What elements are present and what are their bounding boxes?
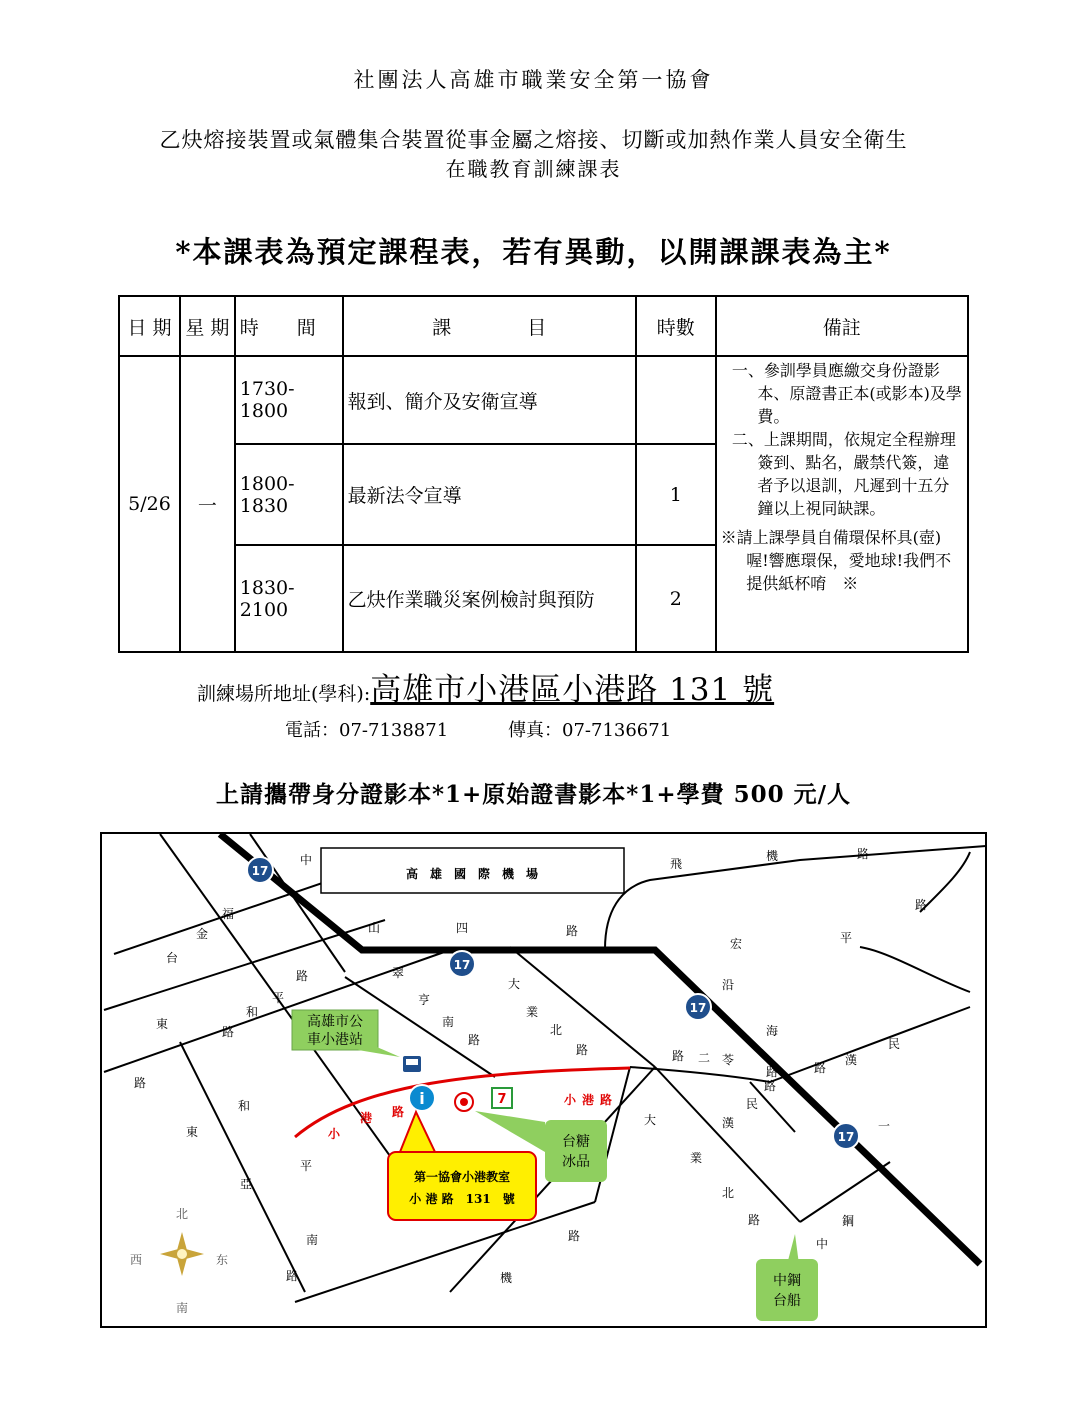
fax-number: 傳真：07-7136671 <box>508 720 672 741</box>
svg-text:台: 台 <box>166 951 179 965</box>
header-hours: 時數 <box>636 296 716 356</box>
remark-2: 二、上課期間，依規定全程辦理簽到、點名，嚴禁代簽，違者予以退訓，凡遲到十五分鐘以上視同缺課。 <box>731 430 956 518</box>
hours-cell <box>636 356 716 444</box>
svg-text:路: 路 <box>392 1105 405 1119</box>
svg-text:山: 山 <box>368 921 381 935</box>
svg-text:东: 东 <box>215 1253 229 1267</box>
svg-text:北: 北 <box>550 1023 563 1037</box>
svg-text:小: 小 <box>328 1127 341 1141</box>
svg-text:路: 路 <box>766 1065 779 1079</box>
svg-text:福: 福 <box>222 907 235 921</box>
subject-cell: 報到、簡介及安衛宣導 <box>343 356 636 444</box>
svg-text:大: 大 <box>644 1113 657 1127</box>
svg-text:路: 路 <box>134 1076 147 1090</box>
address-label: 訓練場所地址(學科): <box>197 683 371 705</box>
svg-text:17: 17 <box>689 1001 707 1015</box>
svg-text:二: 二 <box>698 1051 711 1065</box>
bus-icon <box>403 1056 421 1072</box>
svg-text:路: 路 <box>857 847 870 861</box>
svg-text:路: 路 <box>814 1061 827 1075</box>
svg-text:路: 路 <box>468 1033 481 1047</box>
weekday-cell: 一 <box>180 356 235 652</box>
table-header-row <box>119 296 968 356</box>
svg-text:17: 17 <box>453 958 471 972</box>
svg-text:西: 西 <box>129 1253 143 1267</box>
svg-text:南: 南 <box>442 1015 455 1029</box>
time-cell: 1830-2100 <box>235 545 343 652</box>
schedule-notice: *本課表為預定課程表，若有異動，以開課課表為主* <box>175 235 892 269</box>
svg-text:四: 四 <box>456 921 469 935</box>
header-weekday: 星 期 <box>180 296 235 356</box>
svg-text:北: 北 <box>722 1186 735 1200</box>
svg-text:沿: 沿 <box>722 978 735 992</box>
subject-cell: 最新法令宣導 <box>343 444 636 545</box>
route-17-shield <box>685 994 711 1020</box>
remark-3: ※請上課學員自備環保杯具(壺) 喔!響應環保，愛地球!我們不提供紙杯唷 ※ <box>720 528 958 593</box>
header-remark: 備註 <box>716 296 968 356</box>
remark-1: 一、參訓學員應繳交身份證影本、原證書正本(或影本)及學費。 <box>731 361 962 426</box>
svg-text:機: 機 <box>766 849 779 863</box>
bring-items-note: 上請攜帶身分證影本*1+原始證書影本*1+學費 500 元/人 <box>215 781 852 808</box>
svg-text:鋼: 鋼 <box>842 1214 855 1228</box>
location-map <box>100 832 987 1328</box>
hours-cell: 2 <box>636 545 716 652</box>
remark-cell <box>716 356 968 652</box>
svg-text:民: 民 <box>746 1097 759 1111</box>
header-date: 日 期 <box>119 296 180 356</box>
svg-text:平: 平 <box>272 991 285 1005</box>
svg-text:南: 南 <box>175 1301 189 1315</box>
svg-text:東: 東 <box>156 1017 169 1031</box>
svg-text:中: 中 <box>816 1237 829 1251</box>
svg-text:港: 港 <box>582 1093 595 1107</box>
svg-text:業: 業 <box>526 1005 539 1019</box>
bus-station-line1: 高雄市公 <box>307 1014 363 1030</box>
svg-text:7: 7 <box>497 1092 507 1107</box>
route-17-shield <box>449 951 475 977</box>
svg-text:東: 東 <box>186 1125 199 1139</box>
svg-text:路: 路 <box>915 898 928 912</box>
svg-text:業: 業 <box>690 1151 703 1165</box>
svg-text:路: 路 <box>764 1079 777 1093</box>
classroom-marker-icon <box>409 1085 435 1111</box>
convenience-store-icon <box>492 1088 512 1108</box>
table-row <box>119 356 968 444</box>
svg-text:平: 平 <box>840 931 853 945</box>
svg-text:中鋼: 中鋼 <box>773 1273 801 1289</box>
sugar-shop-icon <box>455 1093 473 1111</box>
schedule-table <box>118 295 969 653</box>
svg-text:小: 小 <box>564 1093 577 1107</box>
svg-text:一: 一 <box>878 1119 891 1133</box>
course-title-line1: 乙炔熔接裝置或氣體集合裝置從事金屬之熔接、切斷或加熱作業人員安全衛生 <box>159 128 908 152</box>
svg-text:苓: 苓 <box>722 1053 735 1067</box>
svg-text:金: 金 <box>196 927 209 941</box>
header-time: 時 間 <box>235 296 343 356</box>
svg-text:路: 路 <box>568 1229 581 1243</box>
address-line <box>197 664 774 709</box>
phone-number: 電話：07-7138871 <box>285 720 449 741</box>
svg-text:路: 路 <box>576 1043 589 1057</box>
svg-text:中: 中 <box>300 853 313 867</box>
svg-text:漢: 漢 <box>845 1053 858 1067</box>
svg-text:路: 路 <box>600 1093 613 1107</box>
address-value: 高雄市小港區小港路 131 號 <box>370 672 775 708</box>
header-subject: 課 目 <box>343 296 636 356</box>
svg-text:大: 大 <box>508 977 521 991</box>
course-title-line2: 在職教育訓練課表 <box>445 157 622 181</box>
svg-text:海: 海 <box>766 1024 779 1038</box>
svg-text:和: 和 <box>238 1099 251 1113</box>
subject-cell: 乙炔作業職災案例檢討與預防 <box>343 545 636 652</box>
svg-text:港: 港 <box>360 1111 373 1125</box>
svg-text:路: 路 <box>222 1025 235 1039</box>
svg-text:台糖: 台糖 <box>562 1134 590 1150</box>
svg-text:飛: 飛 <box>670 857 683 871</box>
svg-text:漢: 漢 <box>722 1116 735 1130</box>
svg-text:亨: 亨 <box>418 993 431 1007</box>
svg-text:路: 路 <box>748 1213 761 1227</box>
svg-text:北: 北 <box>175 1207 189 1221</box>
svg-text:平: 平 <box>300 1159 313 1173</box>
route-17-shield <box>247 857 273 883</box>
airport-label: 高 雄 國 際 機 場 <box>405 867 539 881</box>
organization-title: 社團法人高雄市職業安全第一協會 <box>353 68 714 92</box>
time-cell: 1800-1830 <box>235 444 343 545</box>
svg-text:路: 路 <box>296 969 309 983</box>
bus-station-line2: 車小港站 <box>307 1032 363 1048</box>
svg-text:17: 17 <box>251 864 269 878</box>
classroom-address: 小 港 路 131 號 <box>409 1192 515 1206</box>
svg-text:翠: 翠 <box>392 966 405 980</box>
svg-text:宏: 宏 <box>730 937 743 951</box>
svg-text:路: 路 <box>672 1049 685 1063</box>
svg-text:路: 路 <box>286 1269 299 1283</box>
svg-text:冰品: 冰品 <box>562 1154 590 1170</box>
svg-text:民: 民 <box>888 1037 901 1051</box>
hours-cell: 1 <box>636 444 716 545</box>
svg-text:機: 機 <box>500 1271 513 1285</box>
time-cell: 1730-1800 <box>235 356 343 444</box>
route-17-shield <box>833 1123 859 1149</box>
svg-text:17: 17 <box>837 1130 855 1144</box>
svg-text:i: i <box>419 1089 425 1108</box>
date-cell: 5/26 <box>119 356 180 652</box>
svg-text:亞: 亞 <box>240 1177 253 1191</box>
svg-text:台船: 台船 <box>773 1293 801 1309</box>
classroom-name: 第一協會小港教室 <box>413 1170 511 1184</box>
svg-text:和: 和 <box>246 1005 259 1019</box>
svg-text:南: 南 <box>306 1233 319 1247</box>
svg-text:路: 路 <box>566 924 579 938</box>
